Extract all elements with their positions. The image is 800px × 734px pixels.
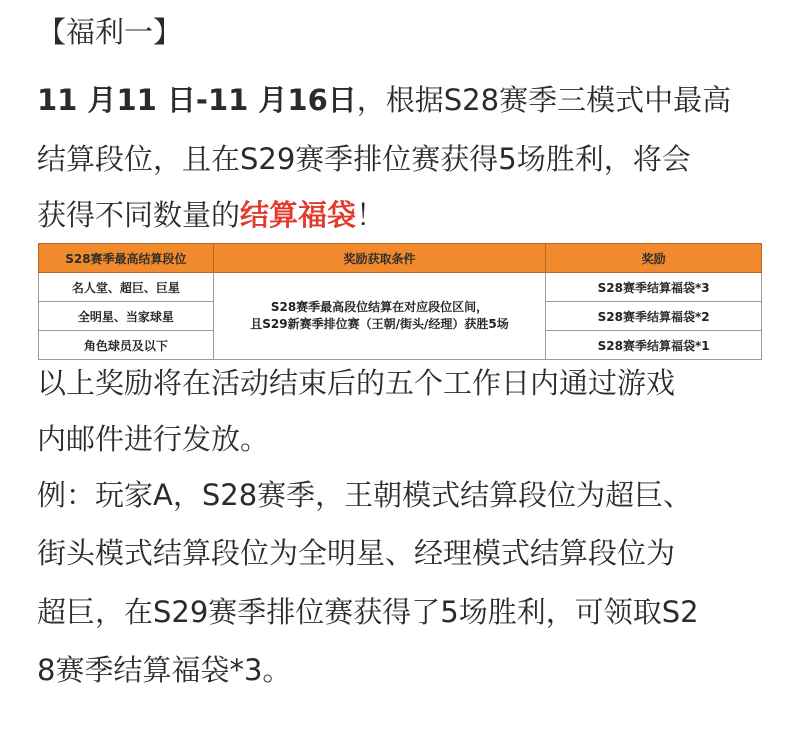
- example-line-1: 例：玩家A，S28赛季，王朝模式结算段位为超巨、: [37, 478, 693, 512]
- rank-cell: 角色球员及以下: [39, 331, 214, 360]
- table-row: [39, 273, 762, 302]
- intro-line-1-text: ，根据S28赛季三模式中最高: [356, 83, 732, 117]
- example-line-3: 超巨，在S29赛季排位赛获得了5场胜利，可领取S2: [37, 595, 699, 629]
- table-header-row: [39, 244, 762, 273]
- intro-line-3-suffix: ！: [356, 198, 386, 232]
- intro-line-3: [37, 195, 385, 235]
- header-condition: 奖励获取条件: [213, 244, 546, 273]
- lucky-bag-highlight: 结算福袋: [240, 198, 357, 232]
- example-line-4: 8赛季结算福袋*3。: [37, 653, 292, 687]
- rank-cell: 名人堂、超巨、巨星: [39, 273, 214, 302]
- header-reward: 奖励: [546, 244, 762, 273]
- rank-cell: 全明星、当家球星: [39, 302, 214, 331]
- notice-line-2: 内邮件进行发放。: [37, 422, 270, 456]
- condition-cell: [213, 273, 546, 360]
- intro-line-3-prefix: 获得不同数量的: [37, 198, 241, 232]
- reward-cell: S28赛季结算福袋*2: [546, 302, 762, 331]
- reward-table: [38, 243, 762, 360]
- notice-line-1: 以上奖励将在活动结束后的五个工作日内通过游戏: [37, 366, 676, 400]
- example-line-2: 街头模式结算段位为全明星、经理模式结算段位为: [37, 536, 676, 570]
- section-heading: 【福利一】: [37, 15, 183, 49]
- reward-cell: S28赛季结算福袋*1: [546, 331, 762, 360]
- event-date-range: 11 月11 日-11 月16日: [37, 83, 357, 117]
- reward-cell: S28赛季结算福袋*3: [546, 273, 762, 302]
- condition-line-2: 且S29新赛季排位赛（王朝/街头/经理）获胜5场: [250, 317, 509, 331]
- intro-line-1: [37, 80, 731, 120]
- intro-line-2: 结算段位，且在S29赛季排位赛获得5场胜利，将会: [37, 142, 691, 176]
- header-rank: S28赛季最高结算段位: [39, 244, 214, 273]
- condition-line-1: S28赛季最高段位结算在对应段位区间，: [270, 300, 489, 314]
